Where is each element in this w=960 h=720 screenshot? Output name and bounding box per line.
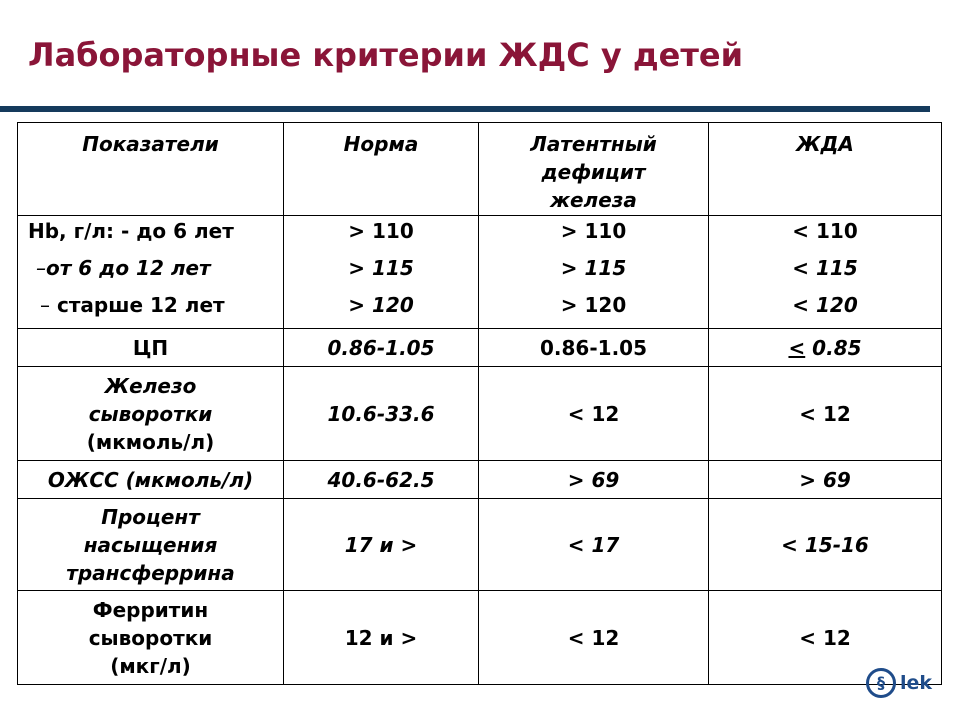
transferrin-label-line: насыщения [83, 532, 218, 557]
dash-mark: – [36, 255, 46, 280]
table-row-transferrin [18, 499, 942, 591]
ferritin-norm: 12 и > [284, 591, 479, 685]
hb-label-text: от 6 до 12 лет [46, 255, 211, 280]
lek-logo-text: lek [900, 672, 933, 694]
header-latent [479, 123, 709, 216]
iron-ida: < 12 [709, 367, 942, 461]
dash-mark: – [40, 292, 50, 317]
transferrin-label-line: трансферрина [66, 560, 235, 585]
table-row-iron [18, 367, 942, 461]
lek-logo-icon: § [866, 668, 896, 698]
hb-ida-cell [709, 216, 942, 329]
iron-label [18, 367, 284, 461]
hb-label-line: Hb, г/л: - до 6 лет [28, 218, 234, 243]
header-norm: Норма [284, 123, 479, 216]
hb-label-line [28, 254, 283, 291]
hb-label-cell [18, 216, 284, 329]
hb-label-text: старше 12 лет [56, 292, 225, 317]
cell-value: > 110 [560, 218, 627, 243]
cell-value: > 115 [560, 255, 627, 280]
hb-latent-cell [479, 216, 709, 329]
cp-ida [709, 329, 942, 367]
cp-label: ЦП [18, 329, 284, 367]
iron-latent: < 12 [479, 367, 709, 461]
ojss-label: ОЖСС (мкмоль/л) [18, 461, 284, 499]
cell-value: > 120 [560, 292, 627, 317]
header-row [18, 123, 942, 216]
transferrin-latent: < 17 [479, 499, 709, 591]
transferrin-ida: < 15-16 [709, 499, 942, 591]
cp-norm: 0.86-1.05 [284, 329, 479, 367]
iron-label-line: сыворотки [88, 401, 213, 426]
ferritin-latent: < 12 [479, 591, 709, 685]
title-divider [0, 106, 930, 112]
criteria-table [17, 122, 942, 685]
cp-latent: 0.86-1.05 [479, 329, 709, 367]
ferritin-ida: < 12 [709, 591, 942, 685]
le-symbol: < [788, 335, 806, 360]
transferrin-label [18, 499, 284, 591]
ferritin-label-line: Ферритин [92, 597, 209, 622]
ferritin-label [18, 591, 284, 685]
table-row-ojss [18, 461, 942, 499]
page-title: Лабораторные критерии ЖДС у детей [28, 36, 744, 74]
header-latent-line: железа [550, 188, 637, 212]
ojss-norm: 40.6-62.5 [284, 461, 479, 499]
cell-value: < 120 [792, 292, 858, 317]
iron-norm: 10.6-33.6 [284, 367, 479, 461]
iron-label-line: (мкмоль/л) [86, 429, 215, 454]
ferritin-label-line: сыворотки [88, 625, 213, 650]
transferrin-norm: 17 и > [284, 499, 479, 591]
cell-value: > 120 [348, 292, 414, 317]
header-latent-line: дефицит [541, 160, 646, 184]
ojss-latent: > 69 [479, 461, 709, 499]
cell-value: < 115 [792, 255, 858, 280]
ferritin-label-line: (мкг/л) [110, 653, 191, 678]
header-indicators: Показатели [18, 123, 284, 216]
iron-label-line: Железо [104, 373, 197, 398]
ojss-ida: > 69 [709, 461, 942, 499]
header-ida: ЖДА [709, 123, 942, 216]
table-row-cp [18, 329, 942, 367]
header-latent-line: Латентный [530, 132, 657, 156]
cp-ida-value: 0.85 [805, 335, 862, 360]
hb-label-line [28, 291, 283, 328]
table-row-ferritin [18, 591, 942, 685]
lek-logo [866, 666, 932, 700]
cell-value: > 115 [348, 255, 414, 280]
table-row-hb [18, 216, 942, 329]
hb-norm-cell [284, 216, 479, 329]
transferrin-label-line: Процент [101, 504, 200, 529]
cell-value: > 110 [348, 218, 414, 243]
cell-value: < 110 [792, 218, 858, 243]
